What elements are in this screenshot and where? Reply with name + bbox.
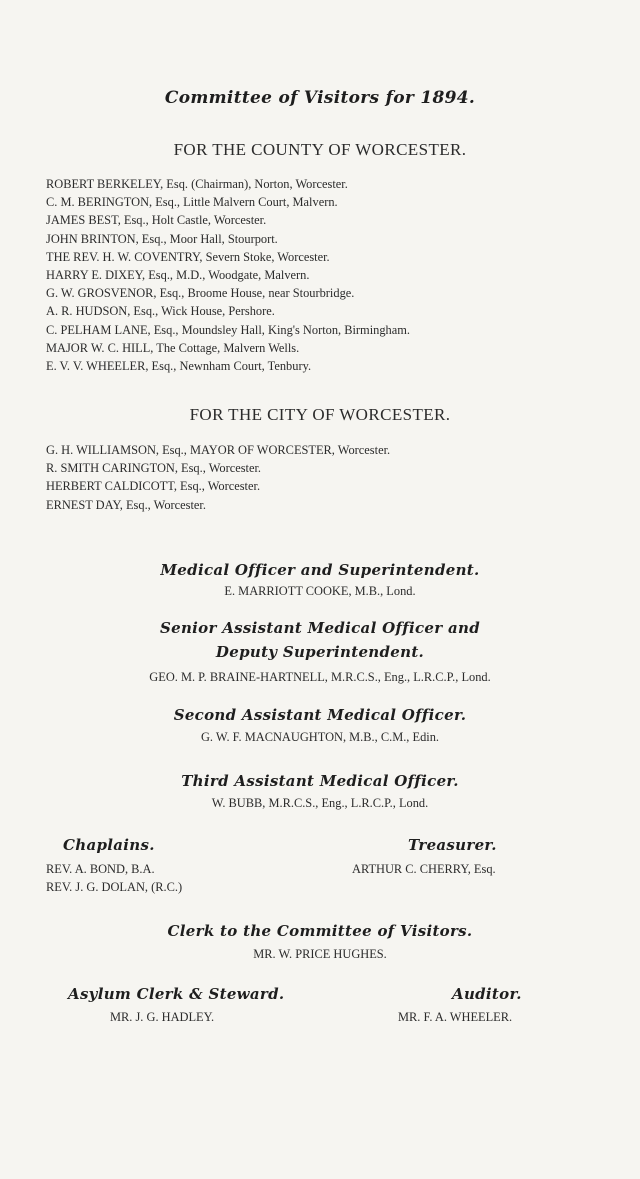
third-assistant-name: W. BUBB, M.R.C.S., Eng., L.R.C.P., Lond.: [211, 796, 429, 810]
asylum-clerk-name: MR. J. G. HADLEY.: [110, 1010, 215, 1024]
chaplain-name: REV. A. BOND, B.A.: [46, 862, 155, 876]
list-item: R. SMITH CARINGTON, Esq., Worcester.: [46, 461, 262, 476]
medical-officer-name: E. MARRIOTT COOKE, M.B., Lond.: [224, 584, 416, 598]
city-member-list: [46, 441, 606, 514]
list-item: A. R. HUDSON, Esq., Wick House, Pershore.: [46, 304, 275, 319]
second-assistant-heading: Second Assistant Medical Officer.: [173, 706, 467, 724]
list-item: E. V. V. WHEELER, Esq., Newnham Court, Tenbury.: [46, 358, 312, 373]
third-assistant-heading: Third Assistant Medical Officer.: [181, 772, 459, 790]
senior-assistant-name: GEO. M. P. BRAINE-HARTNELL, M.R.C.S., Eng., L.R.C.P., Lond.: [149, 670, 491, 684]
list-item: ROBERT BERKELEY, Esq. (Chairman), Norton, Worcester.: [46, 177, 348, 191]
chaplains-heading: Chaplains.: [63, 836, 155, 854]
treasurer-heading: Treasurer.: [408, 836, 497, 854]
page-title: Committee of Visitors for 1894.: [164, 88, 476, 108]
list-item: ERNEST DAY, Esq., Worcester.: [46, 497, 206, 512]
list-item: C. M. BERINGTON, Esq., Little Malvern Court, Malvern.: [46, 195, 338, 210]
asylum-clerk-heading: Asylum Clerk & Steward.: [68, 985, 285, 1003]
list-item: JAMES BEST, Esq., Holt Castle, Worcester.: [46, 213, 267, 228]
list-item: HERBERT CALDICOTT, Esq., Worcester.: [46, 479, 261, 494]
treasurer-name: ARTHUR C. CHERRY, Esq.: [352, 862, 496, 876]
auditor-name: MR. F. A. WHEELER.: [398, 1010, 513, 1024]
list-item: G. W. GROSVENOR, Esq., Broome House, near Stourbridge.: [46, 286, 355, 301]
clerk-name: MR. W. PRICE HUGHES.: [253, 947, 387, 961]
county-heading: FOR THE COUNTY OF WORCESTER.: [173, 140, 467, 159]
list-item: HARRY E. DIXEY, Esq., M.D., Woodgate, Malvern.: [46, 267, 310, 282]
county-member-list: [46, 175, 606, 375]
list-item: G. H. WILLIAMSON, Esq., MAYOR OF WORCESTER, Worcester.: [46, 443, 391, 457]
senior-assistant-heading-line1: Senior Assistant Medical Officer and: [160, 619, 480, 637]
medical-officer-heading: Medical Officer and Superintendent.: [160, 561, 480, 579]
list-item: JOHN BRINTON, Esq., Moor Hall, Stourport.: [46, 231, 278, 246]
city-heading: FOR THE CITY OF WORCESTER.: [189, 405, 451, 424]
list-item: THE REV. H. W. COVENTRY, Severn Stoke, Worcester.: [46, 249, 330, 264]
chaplain-name: REV. J. G. DOLAN, (R.C.): [46, 880, 183, 894]
clerk-heading: Clerk to the Committee of Visitors.: [167, 922, 473, 940]
senior-assistant-heading-line2: Deputy Superintendent.: [215, 643, 425, 661]
second-assistant-name: G. W. F. MACNAUGHTON, M.B., C.M., Edin.: [200, 730, 439, 744]
list-item: MAJOR W. C. HILL, The Cottage, Malvern Wells.: [46, 340, 300, 355]
auditor-heading: Auditor.: [452, 985, 522, 1003]
list-item: C. PELHAM LANE, Esq., Moundsley Hall, King's Norton, Birmingham.: [46, 322, 410, 337]
